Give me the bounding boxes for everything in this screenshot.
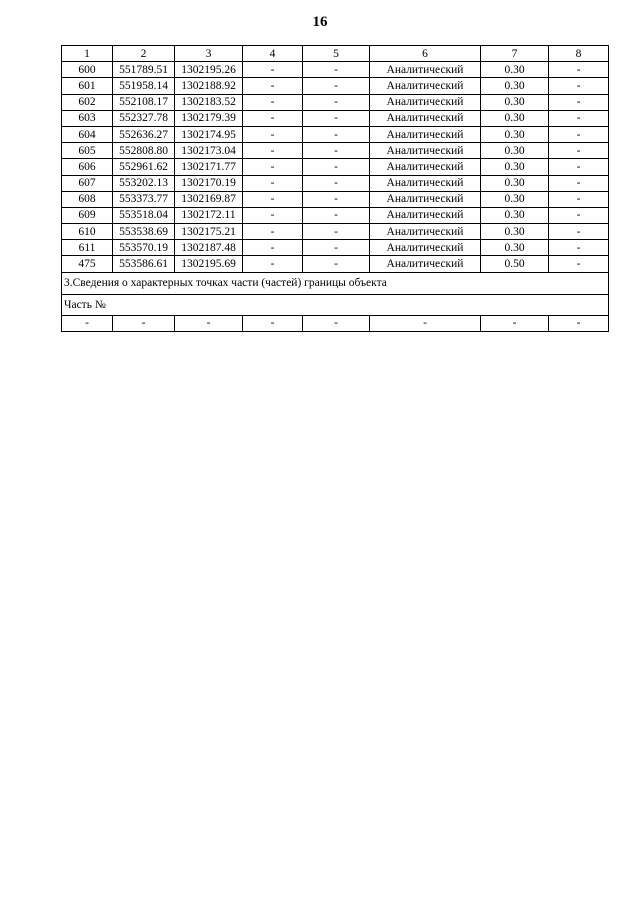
table-cell: - — [303, 207, 370, 223]
table-cell: - — [549, 78, 609, 94]
table-cell: 1302183.52 — [175, 94, 243, 110]
table-cell: 0.30 — [481, 191, 549, 207]
table-row — [62, 126, 609, 142]
table-cell: - — [243, 126, 303, 142]
header-cell: 5 — [303, 46, 370, 62]
table-cell: 0.30 — [481, 110, 549, 126]
table-cell: - — [175, 315, 243, 331]
table-row — [62, 159, 609, 175]
table-cell: - — [549, 110, 609, 126]
table-cell: - — [303, 126, 370, 142]
table-cell: 608 — [62, 191, 113, 207]
table-cell: 602 — [62, 94, 113, 110]
table-cell: - — [303, 110, 370, 126]
table-cell: Аналитический — [370, 207, 481, 223]
table-cell: - — [113, 315, 175, 331]
table-cell: - — [243, 224, 303, 240]
table-cell: 0.30 — [481, 224, 549, 240]
table-cell: - — [549, 159, 609, 175]
table-cell: - — [303, 256, 370, 272]
table-cell: 1302175.21 — [175, 224, 243, 240]
table-cell: Аналитический — [370, 62, 481, 78]
table-cell: Аналитический — [370, 240, 481, 256]
table-cell: 601 — [62, 78, 113, 94]
table-cell: - — [549, 191, 609, 207]
table-cell: 1302171.77 — [175, 159, 243, 175]
table-row — [62, 110, 609, 126]
table-cell: - — [370, 315, 481, 331]
table-body — [62, 46, 609, 332]
table-cell: 0.30 — [481, 175, 549, 191]
table-cell: - — [549, 175, 609, 191]
table-cell: 0.30 — [481, 159, 549, 175]
table-cell: - — [303, 159, 370, 175]
table-cell: 552108.17 — [113, 94, 175, 110]
table-cell: 552808.80 — [113, 143, 175, 159]
table-cell: - — [549, 207, 609, 223]
table-cell: - — [549, 256, 609, 272]
table-cell: - — [243, 207, 303, 223]
table-row — [62, 143, 609, 159]
table-cell: 610 — [62, 224, 113, 240]
section-title-row — [62, 272, 609, 294]
header-cell: 3 — [175, 46, 243, 62]
table-cell: 0.30 — [481, 240, 549, 256]
table-cell: - — [243, 315, 303, 331]
table-cell: 553586.61 — [113, 256, 175, 272]
table-cell: 553202.13 — [113, 175, 175, 191]
table-row — [62, 191, 609, 207]
table-cell: - — [303, 240, 370, 256]
table-row — [62, 224, 609, 240]
table-cell: Аналитический — [370, 159, 481, 175]
table-cell: - — [303, 94, 370, 110]
table-cell: 0.30 — [481, 126, 549, 142]
table-cell: - — [303, 315, 370, 331]
table-cell: - — [243, 94, 303, 110]
part-label: Часть № — [62, 294, 609, 315]
table-row — [62, 62, 609, 78]
table-cell: - — [549, 143, 609, 159]
header-row — [62, 46, 609, 62]
table-cell: 0.30 — [481, 62, 549, 78]
page-number: 16 — [312, 14, 328, 30]
table-cell: 552636.27 — [113, 126, 175, 142]
table-cell: - — [549, 224, 609, 240]
part-label-row — [62, 294, 609, 315]
table-cell: - — [303, 78, 370, 94]
table-cell: 603 — [62, 110, 113, 126]
table-cell: 600 — [62, 62, 113, 78]
table-cell: Аналитический — [370, 224, 481, 240]
table-cell: 607 — [62, 175, 113, 191]
table-cell: Аналитический — [370, 175, 481, 191]
table-cell: - — [243, 78, 303, 94]
table-cell: 553538.69 — [113, 224, 175, 240]
table-cell: - — [303, 224, 370, 240]
table-cell: Аналитический — [370, 110, 481, 126]
table-cell: - — [303, 191, 370, 207]
table-cell: - — [243, 159, 303, 175]
table-cell: - — [243, 256, 303, 272]
table-cell: 1302170.19 — [175, 175, 243, 191]
table-cell: - — [243, 240, 303, 256]
table-row — [62, 175, 609, 191]
table-cell: 1302174.95 — [175, 126, 243, 142]
table-cell: - — [243, 62, 303, 78]
table-cell: - — [549, 240, 609, 256]
table-cell: 1302195.69 — [175, 256, 243, 272]
header-cell: 4 — [243, 46, 303, 62]
table-cell: 604 — [62, 126, 113, 142]
table-cell: Аналитический — [370, 78, 481, 94]
table-cell: - — [549, 62, 609, 78]
table-cell: 0.30 — [481, 207, 549, 223]
table-cell: - — [243, 143, 303, 159]
table-cell: 552327.78 — [113, 110, 175, 126]
table-cell: - — [243, 175, 303, 191]
table-cell: Аналитический — [370, 143, 481, 159]
table-cell: Аналитический — [370, 256, 481, 272]
table-cell: Аналитический — [370, 191, 481, 207]
table-cell: - — [303, 143, 370, 159]
table-cell: 0.30 — [481, 78, 549, 94]
table-cell: 1302179.39 — [175, 110, 243, 126]
table-row — [62, 256, 609, 272]
header-cell: 7 — [481, 46, 549, 62]
section-title: 3.Сведения о характерных точках части (частей) границы объекта — [62, 272, 609, 294]
table-cell: 605 — [62, 143, 113, 159]
boundary-points-table — [61, 45, 609, 332]
table-cell: - — [549, 315, 609, 331]
table-cell: 1302172.11 — [175, 207, 243, 223]
header-cell: 2 — [113, 46, 175, 62]
table-cell: 1302173.04 — [175, 143, 243, 159]
table-row — [62, 207, 609, 223]
table-cell: - — [303, 62, 370, 78]
table-cell: 551958.14 — [113, 78, 175, 94]
table-cell: 1302169.87 — [175, 191, 243, 207]
table-cell: - — [62, 315, 113, 331]
table-row — [62, 94, 609, 110]
table-row — [62, 78, 609, 94]
table-cell: 1302195.26 — [175, 62, 243, 78]
table-cell: 0.30 — [481, 94, 549, 110]
table-cell: 553373.77 — [113, 191, 175, 207]
header-cell: 6 — [370, 46, 481, 62]
table-cell: - — [243, 191, 303, 207]
table-cell: 475 — [62, 256, 113, 272]
table-cell: 553518.04 — [113, 207, 175, 223]
header-cell: 8 — [549, 46, 609, 62]
table-cell: - — [243, 110, 303, 126]
table-cell: 1302188.92 — [175, 78, 243, 94]
header-cell: 1 — [62, 46, 113, 62]
table-cell: - — [303, 175, 370, 191]
table-cell: - — [481, 315, 549, 331]
table-cell: 611 — [62, 240, 113, 256]
table-cell: Аналитический — [370, 94, 481, 110]
table-cell: Аналитический — [370, 126, 481, 142]
table-row — [62, 240, 609, 256]
table-cell: - — [549, 94, 609, 110]
table-cell: 606 — [62, 159, 113, 175]
table-cell: 609 — [62, 207, 113, 223]
table-cell: 553570.19 — [113, 240, 175, 256]
table-cell: 551789.51 — [113, 62, 175, 78]
table-cell: 0.50 — [481, 256, 549, 272]
empty-part-row — [62, 315, 609, 331]
table-cell: 0.30 — [481, 143, 549, 159]
table-cell: 1302187.48 — [175, 240, 243, 256]
table-cell: 552961.62 — [113, 159, 175, 175]
table-cell: - — [549, 126, 609, 142]
